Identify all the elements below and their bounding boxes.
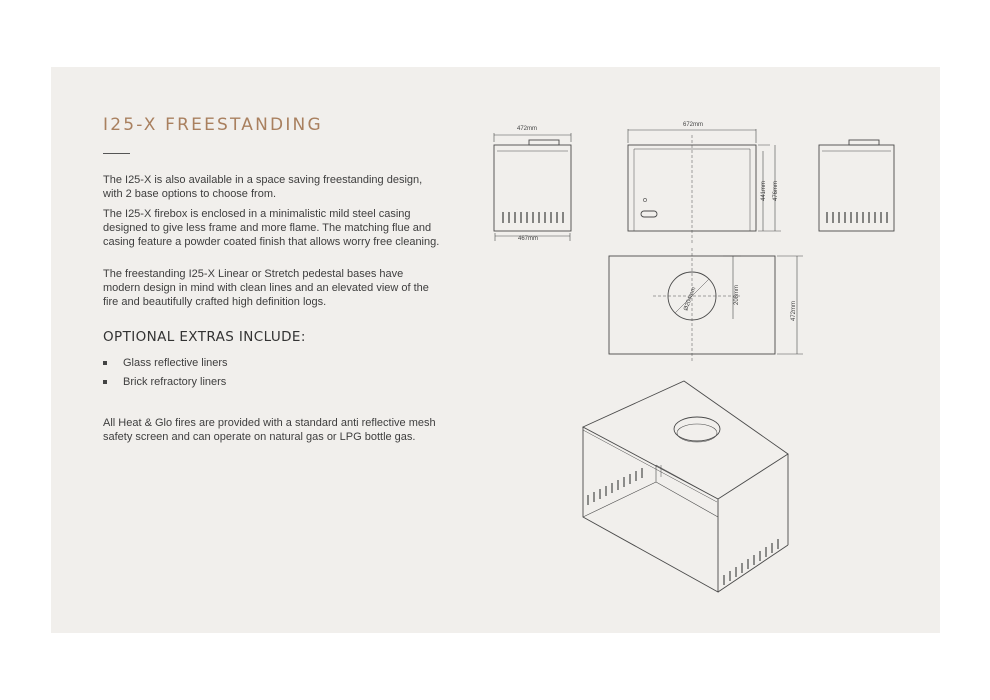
plan-view <box>609 248 803 363</box>
firebox-paragraph: The I25-X firebox is enclosed in a minimalistic mild steel casing designed to give less frame and more flame. The matching flue and casing feature a powder coated finish that allows worry free cleaning. <box>103 208 440 248</box>
extra-label: Glass reflective liners <box>123 357 228 369</box>
intro-paragraph: The I25-X is also available in a space saving freestanding design, with 2 base options to choose from. <box>103 174 423 200</box>
dim-flue-diameter: Ø204mm <box>683 286 698 312</box>
extras-heading: OPTIONAL EXTRAS INCLUDE: <box>103 329 306 345</box>
isometric-view <box>583 381 788 592</box>
front-elevation <box>628 122 781 243</box>
dim-front-height-outer: 476mm <box>773 180 779 201</box>
dim-front-height-inner: 441mm <box>761 180 767 201</box>
dim-plan-depth: 472mm <box>791 300 797 321</box>
extra-label: Brick refractory liners <box>123 376 227 388</box>
side-elevation-right <box>819 140 894 231</box>
dim-plan-offset: 208mm <box>734 284 740 305</box>
dim-side-top: 472mm <box>517 126 538 132</box>
content-panel <box>51 67 940 633</box>
dim-side-bottom: 467mm <box>518 236 539 242</box>
technical-drawings <box>51 67 940 633</box>
dim-front-width: 672mm <box>683 122 704 128</box>
pedestal-paragraph: The freestanding I25-X Linear or Stretch pedestal bases have modern design in mind with clean lines and an elevated view of the fire and beautifully crafted high definition logs. <box>103 268 429 308</box>
iso-flue <box>674 417 720 441</box>
side-elevation-left <box>494 126 571 242</box>
page-title: I25-X FREESTANDING <box>103 115 323 135</box>
footer-note: All Heat & Glo fires are provided with a standard anti reflective mesh safety screen and can operate on natural gas or LPG bottle gas. <box>103 417 436 443</box>
